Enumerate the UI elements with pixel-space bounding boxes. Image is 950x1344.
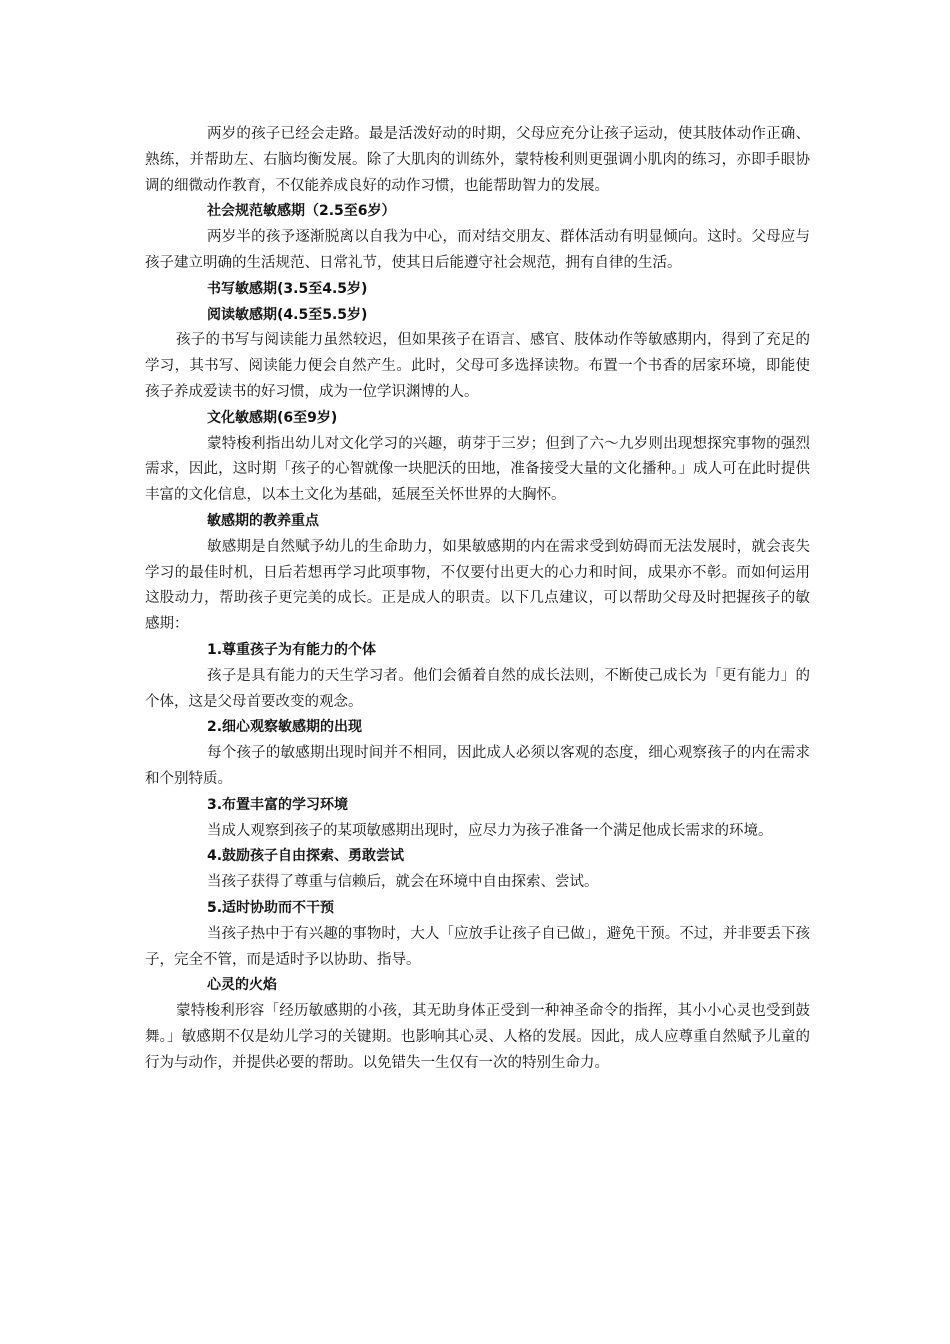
section-heading: 敏感期的教养重点 <box>207 512 319 529</box>
section-heading: 心灵的火焰 <box>207 977 277 994</box>
paragraph: 当成人观察到孩子的某项敏感期出现时，应尽力为孩子准备一个满足他成长需求的环境。 <box>207 822 773 839</box>
paragraph: 两岁半的孩予逐渐脱离以自我为中心，而对结交朋友、群体活动有明显倾向。这时。父母应与孩子建立明确的生活规范、日常礼节，使其日后能遵守社会规范，拥有自律的生活。 <box>145 229 810 271</box>
section-heading: 2.细心观察敏感期的出现 <box>207 719 363 736</box>
paragraph: 当孩子热中于有兴趣的事物时，大人「应放手让孩子自已做」，避免干预。不过，并非要丢下孩子，完全不管，而是适时予以协助、指导。 <box>145 925 810 968</box>
paragraph: 蒙特梭利指出幼儿对文化学习的兴趣，萌芽于三岁；但到了六～九岁则出现想探究事物的强烈需求，因此，这时期「孩子的心智就像一块肥沃的田地，准备接受大量的文化播种。」成人可在此时提供丰富的文化信息，以本土文化为基础，延展至关怀世界的大胸怀。 <box>145 435 810 504</box>
section-heading: 文化敏感期(6至9岁) <box>207 409 338 426</box>
paragraph: 两岁的孩子已经会走路。最是活泼好动的时期，父母应充分让孩子运动，使其肢体动作正确、熟练，并帮助左、右脑均衡发展。除了大肌肉的训练外，蒙特梭利则更强调小肌肉的练习，亦即手眼协调的细微动作教育，不仅能养成良好的动作习惯，也能帮助智力的发展。 <box>145 126 810 194</box>
document-body <box>145 122 810 1076</box>
paragraph: 孩子是具有能力的天生学习者。他们会循着自然的成长法则，不断使己成长为「更有能力」的个体，这是父母首要改变的观念。 <box>145 667 810 710</box>
paragraph: 敏感期是自然赋予幼儿的生命助力，如果敏感期的内在需求受到妨碍而无法发展时，就会丧失学习的最佳时机，日后若想再学习此项事物，不仅要付出更大的心力和时间，成果亦不彰。而如何运用这股动力，帮助孩子更完美的成长。正是成人的职责。以下几点建议，可以帮助父母及时把握孩子的敏感期： <box>145 538 810 633</box>
section-heading: 4.鼓励孩子自由探索、勇敢尝试 <box>207 848 405 865</box>
paragraph: 每个孩子的敏感期出现时间并不相同，因此成人必须以客观的态度，细心观察孩子的内在需求和个别特质。 <box>145 745 810 787</box>
section-heading: 5.适时协助而不干预 <box>207 899 335 916</box>
paragraph: 蒙特梭利形容「经历敏感期的小孩，其无助身体正受到一种神圣命令的指挥，其小小心灵也受到鼓舞。」敏感期不仅是幼儿学习的关键期。也影响其心灵、人格的发展。因此，成人应尊重自然赋予儿童的行为与动作，并提供必要的帮助。以免错失一生仅有一次的特别生命力。 <box>145 1003 810 1071</box>
section-heading: 书写敏感期(3.5至4.5岁) <box>207 280 368 297</box>
paragraph: 当孩子获得了尊重与信赖后，就会在环境中自由探索、尝试。 <box>207 874 599 891</box>
section-heading: 3.布置丰富的学习环境 <box>207 796 349 813</box>
paragraph: 孩子的书写与阅读能力虽然较迟，但如果孩子在语言、感官、肢体动作等敏感期内，得到了充足的学习，其书写、阅读能力便会自然产生。此时，父母可多选择读物。布置一个书香的居家环境，即能使孩子养成爱读书的好习惯，成为一位学识渊博的人。 <box>145 332 810 400</box>
section-heading: 1.尊重孩子为有能力的个体 <box>207 641 377 658</box>
section-heading: 社会规范敏感期（2.5至6岁） <box>207 203 396 220</box>
section-heading: 阅读敏感期(4.5至5.5岁) <box>207 306 368 323</box>
